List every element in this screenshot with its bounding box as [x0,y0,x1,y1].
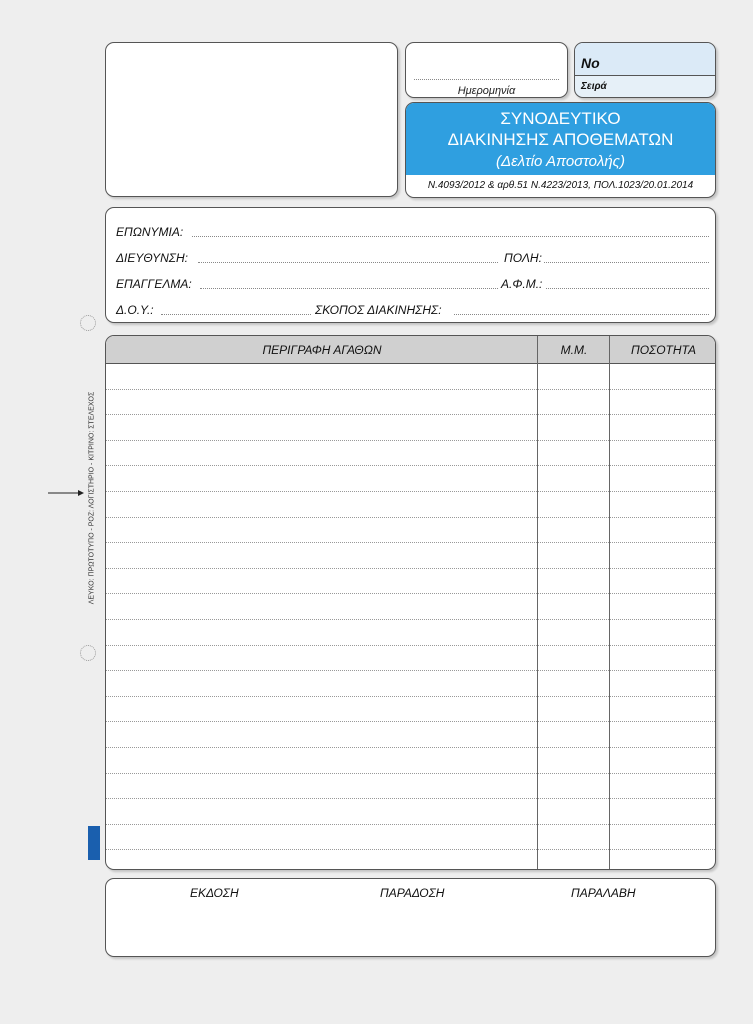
table-row[interactable] [106,798,715,799]
punch-hole [80,315,96,331]
number-label: Νο [581,55,600,71]
table-row[interactable] [106,824,715,825]
date-label: Ημερομηνία [457,85,516,97]
tax-office-label: Δ.Ο.Υ.: [116,303,154,317]
address-field[interactable] [198,262,498,263]
column-quantity: ΠΟΣΟΤΗΤΑ [631,343,696,357]
column-description: ΠΕΡΙΓΡΑΦΗ ΑΓΑΘΩΝ [262,343,382,357]
date-field-line[interactable] [414,79,559,80]
company-logo-area [105,42,398,197]
title-subtitle: (Δελτίο Αποστολής) [496,153,625,170]
vat-label: Α.Φ.Μ.: [501,277,543,291]
table-row[interactable] [106,542,715,543]
column-divider [609,336,610,869]
table-row[interactable] [106,747,715,748]
table-row[interactable] [106,389,715,390]
name-row [116,225,709,241]
name-label: ΕΠΩΝΥΜΙΑ: [116,225,184,239]
title-line-2: ΔΙΑΚΙΝΗΣΗΣ ΑΠΟΘΕΜΑΤΩΝ [447,130,674,149]
address-label: ΔΙΕΥΘΥΝΣΗ: [116,251,188,265]
number-box [574,42,716,98]
signature-delivery: ΠΑΡΑΔΟΣΗ [380,886,445,900]
signature-receipt: ΠΑΡΑΛΑΒΗ [571,886,636,900]
table-row[interactable] [106,517,715,518]
column-divider [537,336,538,869]
column-unit: Μ.Μ. [560,343,588,357]
table-row[interactable] [106,721,715,722]
address-row [116,251,709,267]
brand-logo [88,826,100,860]
tax-office-row [116,303,709,319]
purpose-field[interactable] [454,314,709,315]
name-field[interactable] [192,236,709,237]
table-row[interactable] [106,773,715,774]
table-row[interactable] [106,465,715,466]
signatures-box [105,878,716,957]
table-row[interactable] [106,440,715,441]
document-title-box [405,102,716,198]
table-row[interactable] [106,696,715,697]
table-row[interactable] [106,619,715,620]
copies-note: ΛΕΥΚΟ: ΠΡΩΤΟΤΥΠΟ - ΡΟΖ: ΛΟΓΙΣΤΗΡΙΟ - ΚΙΤΡΙΝΟ: ΣΤΕΛΕΧΟΣ [88,391,96,605]
table-row[interactable] [106,593,715,594]
date-box [405,42,568,98]
goods-table [105,335,716,870]
punch-hole [80,645,96,661]
series-label: Σειρά [581,81,607,92]
city-field[interactable] [544,262,709,263]
title-line-1: ΣΥΝΟΔΕΥΤΙΚΟ [500,109,621,128]
table-header [106,336,715,364]
city-label: ΠΟΛΗ: [504,251,542,265]
customer-details-box [105,207,716,323]
vat-field[interactable] [546,288,709,289]
tax-office-field[interactable] [161,314,311,315]
table-row[interactable] [106,568,715,569]
table-row[interactable] [106,491,715,492]
profession-label: ΕΠΑΓΓΕΛΜΑ: [116,277,192,291]
table-row[interactable] [106,670,715,671]
signature-issuer: ΕΚΔΟΣΗ [190,886,239,900]
table-row[interactable] [106,645,715,646]
profession-field[interactable] [200,288,498,289]
purpose-label: ΣΚΟΠΟΣ ΔΙΑΚΙΝΗΣΗΣ: [315,303,442,317]
arrow-right-icon [48,488,84,498]
table-row[interactable] [106,849,715,850]
legal-reference: Ν.4093/2012 & αρθ.51 Ν.4223/2013, ΠΟΛ.1023/20.01.2014 [427,180,694,191]
table-row[interactable] [106,414,715,415]
profession-row [116,277,709,293]
title-band [406,103,715,175]
